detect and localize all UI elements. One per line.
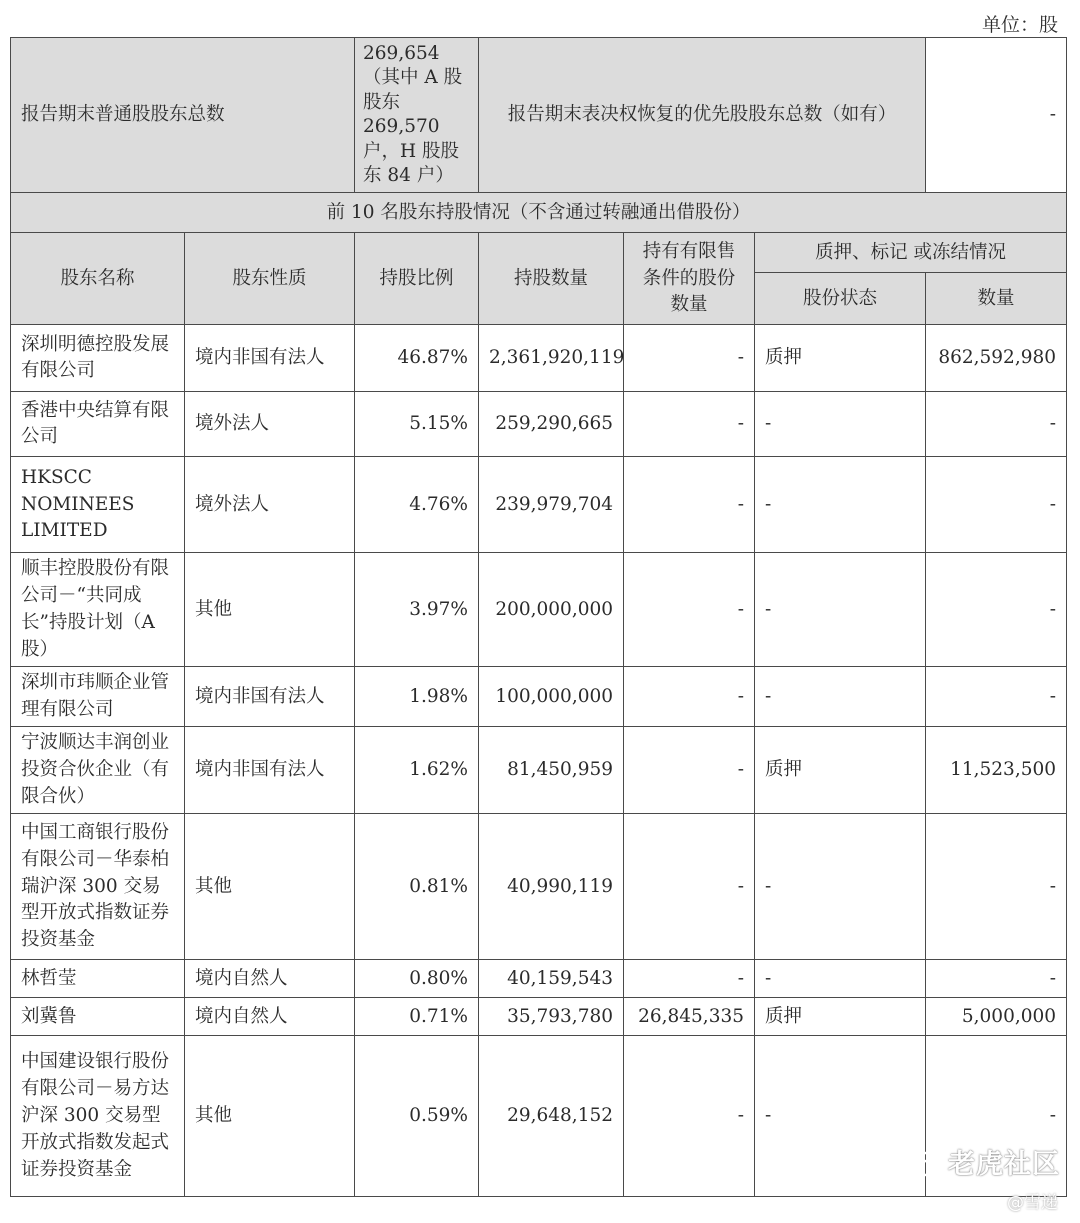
shareholder-name: HKSCC NOMINEES LIMITED <box>11 457 185 553</box>
holding-quantity: 35,793,780 <box>479 998 624 1036</box>
header-row-1 <box>11 233 1067 273</box>
shareholder-name: 宁波顺达丰润创业投资合伙企业（有限合伙） <box>11 727 185 814</box>
pledged-amount: 862,592,980 <box>926 325 1067 392</box>
shareholder-name: 香港中央结算有限公司 <box>11 392 185 457</box>
pledged-amount: 5,000,000 <box>926 998 1067 1036</box>
shareholder-name: 顺丰控股股份有限公司－“共同成长”持股计划（A 股） <box>11 553 185 667</box>
holding-quantity: 200,000,000 <box>479 553 624 667</box>
shareholder-name: 刘冀鲁 <box>11 998 185 1036</box>
holding-quantity: 29,648,152 <box>479 1036 624 1197</box>
total-holders-label: 报告期末普通股股东总数 <box>11 38 355 193</box>
holding-ratio: 0.80% <box>355 960 479 998</box>
holding-quantity: 2,361,920,119 <box>479 325 624 392</box>
holding-quantity: 239,979,704 <box>479 457 624 553</box>
restricted-shares: 26,845,335 <box>624 998 755 1036</box>
summary-row <box>11 38 1067 193</box>
watermark-sub: @雪递 <box>1007 1193 1058 1213</box>
share-status: - <box>755 1036 926 1197</box>
table-row <box>11 325 1067 392</box>
table-row <box>11 457 1067 553</box>
share-status: 质押 <box>755 727 926 814</box>
share-status: - <box>755 814 926 960</box>
unit-label: 单位：股 <box>981 14 1058 36</box>
header-ratio: 持股比例 <box>355 233 479 325</box>
share-status: - <box>755 457 926 553</box>
holding-ratio: 1.62% <box>355 727 479 814</box>
watermark <box>912 1142 1060 1181</box>
holding-quantity: 259,290,665 <box>479 392 624 457</box>
pledged-amount: - <box>926 457 1067 553</box>
pledged-amount: - <box>926 553 1067 667</box>
holding-quantity: 100,000,000 <box>479 667 624 727</box>
restricted-shares: - <box>624 392 755 457</box>
shareholder-nature: 境外法人 <box>185 457 355 553</box>
shareholder-name: 深圳明德控股发展有限公司 <box>11 325 185 392</box>
share-status: - <box>755 667 926 727</box>
shareholder-name: 深圳市玮顺企业管理有限公司 <box>11 667 185 727</box>
holding-ratio: 5.15% <box>355 392 479 457</box>
table-row <box>11 553 1067 667</box>
holding-ratio: 3.97% <box>355 553 479 667</box>
holding-ratio: 1.98% <box>355 667 479 727</box>
pledged-amount: - <box>926 1036 1067 1197</box>
shareholder-nature: 境内非国有法人 <box>185 727 355 814</box>
share-status: - <box>755 553 926 667</box>
restricted-shares: - <box>624 727 755 814</box>
pledged-amount: - <box>926 814 1067 960</box>
holding-ratio: 0.59% <box>355 1036 479 1197</box>
holding-ratio: 4.76% <box>355 457 479 553</box>
shareholder-nature: 境内自然人 <box>185 998 355 1036</box>
table-row <box>11 392 1067 457</box>
table-row <box>11 1036 1067 1197</box>
restricted-shares: - <box>624 814 755 960</box>
shareholder-nature: 境内非国有法人 <box>185 667 355 727</box>
preferred-holders-value: - <box>926 38 1067 193</box>
header-pledge-group: 质押、标记 或冻结情况 <box>755 233 1067 273</box>
restricted-shares: - <box>624 667 755 727</box>
section-title-row <box>11 193 1067 233</box>
holding-ratio: 0.71% <box>355 998 479 1036</box>
restricted-shares: - <box>624 457 755 553</box>
shareholder-table <box>10 37 1067 1197</box>
shareholder-name: 林哲莹 <box>11 960 185 998</box>
holding-quantity: 40,159,543 <box>479 960 624 998</box>
share-status: - <box>755 960 926 998</box>
share-status: 质押 <box>755 998 926 1036</box>
shareholder-nature: 其他 <box>185 1036 355 1197</box>
restricted-shares: - <box>624 553 755 667</box>
pledged-amount: - <box>926 960 1067 998</box>
watermark-text: 老虎社区 <box>948 1149 1060 1180</box>
header-restricted: 持有有限售条件的股份数量 <box>624 233 755 325</box>
restricted-shares: - <box>624 325 755 392</box>
header-status: 股份状态 <box>755 273 926 325</box>
holding-ratio: 46.87% <box>355 325 479 392</box>
table-row <box>11 814 1067 960</box>
holding-quantity: 81,450,959 <box>479 727 624 814</box>
shareholder-nature: 其他 <box>185 553 355 667</box>
watermark-logo-icon <box>912 1151 942 1177</box>
shareholder-name: 中国建设银行股份有限公司－易方达沪深 300 交易型开放式指数发起式证券投资基金 <box>11 1036 185 1197</box>
pledged-amount: - <box>926 392 1067 457</box>
holding-ratio: 0.81% <box>355 814 479 960</box>
share-status: 质押 <box>755 325 926 392</box>
section-title: 前 10 名股东持股情况（不含通过转融通出借股份） <box>11 193 1067 233</box>
shareholder-nature: 境内非国有法人 <box>185 325 355 392</box>
header-name: 股东名称 <box>11 233 185 325</box>
shareholder-nature: 境外法人 <box>185 392 355 457</box>
table-row <box>11 667 1067 727</box>
shareholder-nature: 境内自然人 <box>185 960 355 998</box>
table-row <box>11 998 1067 1036</box>
table-row <box>11 960 1067 998</box>
holding-quantity: 40,990,119 <box>479 814 624 960</box>
total-holders-value: 269,654（其中 A 股股东 269,570 户，H 股股东 84 户） <box>355 38 479 193</box>
table-row <box>11 727 1067 814</box>
restricted-shares: - <box>624 1036 755 1197</box>
header-quantity: 持股数量 <box>479 233 624 325</box>
shareholder-nature: 其他 <box>185 814 355 960</box>
restricted-shares: - <box>624 960 755 998</box>
pledged-amount: 11,523,500 <box>926 727 1067 814</box>
share-status: - <box>755 392 926 457</box>
pledged-amount: - <box>926 667 1067 727</box>
header-amount: 数量 <box>926 273 1067 325</box>
header-nature: 股东性质 <box>185 233 355 325</box>
preferred-holders-label: 报告期末表决权恢复的优先股股东总数（如有） <box>479 38 926 193</box>
shareholder-name: 中国工商银行股份有限公司－华泰柏瑞沪深 300 交易型开放式指数证券投资基金 <box>11 814 185 960</box>
